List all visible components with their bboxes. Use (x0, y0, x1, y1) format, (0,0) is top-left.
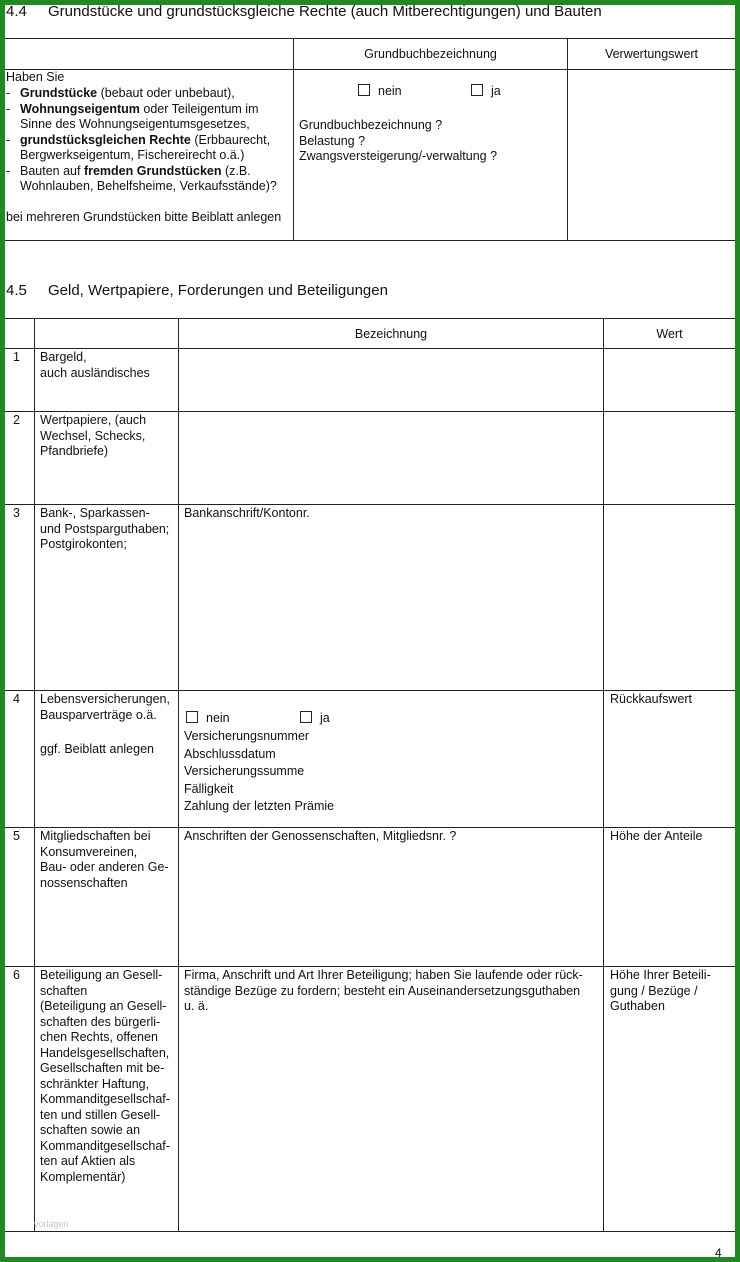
property-item: - Wohnungseigentum oder Teileigentum im Sinne des Wohnungseigentumsgesetzes, (6, 101, 259, 131)
table45-col-rule-2 (178, 318, 179, 1231)
table44-bottom-rule (5, 240, 735, 241)
property-list (6, 86, 291, 195)
checkbox-box[interactable] (358, 84, 370, 96)
row-label-note: ggf. Beiblatt anlegen (40, 742, 154, 756)
checkbox-ja-44[interactable]: ja (471, 84, 501, 98)
table45-row-rule (5, 504, 735, 505)
checkbox-box[interactable] (471, 84, 483, 96)
header-bezeichnung: Bezeichnung (354, 327, 428, 341)
section-4-5-number: 4.5 (6, 282, 27, 299)
row-wert: Rückkaufswert (610, 692, 692, 706)
row-label: Wertpapiere, (auch Wechsel, Schecks, Pfandbriefe) (40, 413, 147, 458)
row-number: 2 (13, 413, 20, 427)
row-bezeichnung: Versicherungsnummer Abschlussdatum Versicherungssumme Fälligkeit Zahlung der letzten Prämie (184, 729, 335, 813)
section-4-4-number: 4.4 (6, 3, 27, 20)
checkbox-ja-row4[interactable]: ja (300, 711, 330, 725)
table45-col-rule-1 (34, 318, 35, 1231)
section-4-4-title: Grundstücke und grundstücksgleiche Rechte (auch Mitberechtigungen) und Bauten (48, 3, 602, 20)
table45-header-rule (5, 348, 735, 349)
table45-row-rule (5, 827, 735, 828)
table45-row-rule (5, 690, 735, 691)
checkbox-nein-44[interactable]: nein (358, 84, 402, 98)
row-bezeichnung: Bankanschrift/Kontonr. (184, 506, 310, 520)
watermark: vorlagen (34, 1219, 69, 1229)
row-number: 1 (13, 350, 20, 364)
property-item: - grundstücksgleichen Rechte (Erbbaurecht, Bergwerkseigentum, Fischereirecht o.ä.) (6, 132, 271, 162)
row-label: Lebensversicherungen, Bausparverträge o.ä. (40, 692, 170, 722)
row-bezeichnung: Anschriften der Genossenschaften, Mitgliedsnr. ? (184, 829, 457, 843)
table44-col-rule-1 (293, 38, 294, 241)
row-label: Mitgliedschaften bei Konsumvereinen, Bau- oder anderen Ge- nossenschaften (40, 829, 169, 890)
checkbox-nein-row4[interactable]: nein (186, 711, 230, 725)
table44-col-rule-2 (567, 38, 568, 241)
row-label: Beteiligung an Gesell- schaften (Beteiligung an Gesell- schaften des bürgerli- chen Rechts, offenen Handelsgesellschaften, Gesellschaften mit be- schränkter Haftung, Kommanditgesellschaf- ten und stillen Gesell- schaften sowie an Kommanditgesellschaf- ten auf Aktien als Komplementär) (40, 968, 170, 1184)
row-wert: Höhe Ihrer Beteili- gung / Bezüge / Guthaben (610, 968, 711, 1013)
property-item: - Grundstücke (bebaut oder unbebaut), (6, 86, 235, 100)
row-number: 3 (13, 506, 20, 520)
grundbuch-questions: Grundbuchbezeichnung ? Belastung ? Zwangsversteigerung/-verwaltung ? (299, 118, 498, 163)
row-bezeichnung: Firma, Anschrift und Art Ihrer Beteiligung; haben Sie laufende oder rück- ständige Bezüge zu fordern; besteht ein Auseinandersetzungsguthaben u. ä. (184, 968, 583, 1013)
table45-row-rule (5, 411, 735, 412)
row-label: Bank-, Sparkassen- und Postsparguthaben; Postgirokonten; (40, 506, 170, 551)
table44-top-rule (5, 38, 735, 39)
row-number: 5 (13, 829, 20, 843)
header-wert: Wert (656, 327, 683, 341)
row-label: Bargeld, auch ausländisches (40, 350, 150, 380)
haben-sie-label: Haben Sie (6, 70, 65, 84)
table45-top-rule (5, 318, 735, 319)
row-number: 6 (13, 968, 20, 982)
header-grundbuchbezeichnung: Grundbuchbezeichnung (364, 47, 497, 61)
row-wert: Höhe der Anteile (610, 829, 703, 843)
row-number: 4 (13, 692, 20, 706)
beiblatt-note: bei mehreren Grundstücken bitte Beiblatt anlegen (6, 210, 282, 224)
table45-col-rule-3 (603, 318, 604, 1231)
checkbox-box[interactable] (186, 711, 198, 723)
section-4-5-title: Geld, Wertpapiere, Forderungen und Beteiligungen (48, 282, 388, 299)
table45-bottom-rule (5, 1231, 735, 1232)
checkbox-box[interactable] (300, 711, 312, 723)
header-verwertungswert: Verwertungswert (604, 47, 699, 61)
property-item: - Bauten auf fremden Grundstücken (z.B. Wohnlauben, Behelfsheime, Verkaufsstände)? (6, 163, 277, 193)
table44-header-rule (5, 69, 735, 70)
table45-row-rule (5, 966, 735, 967)
page-number: 4 (715, 1246, 722, 1260)
